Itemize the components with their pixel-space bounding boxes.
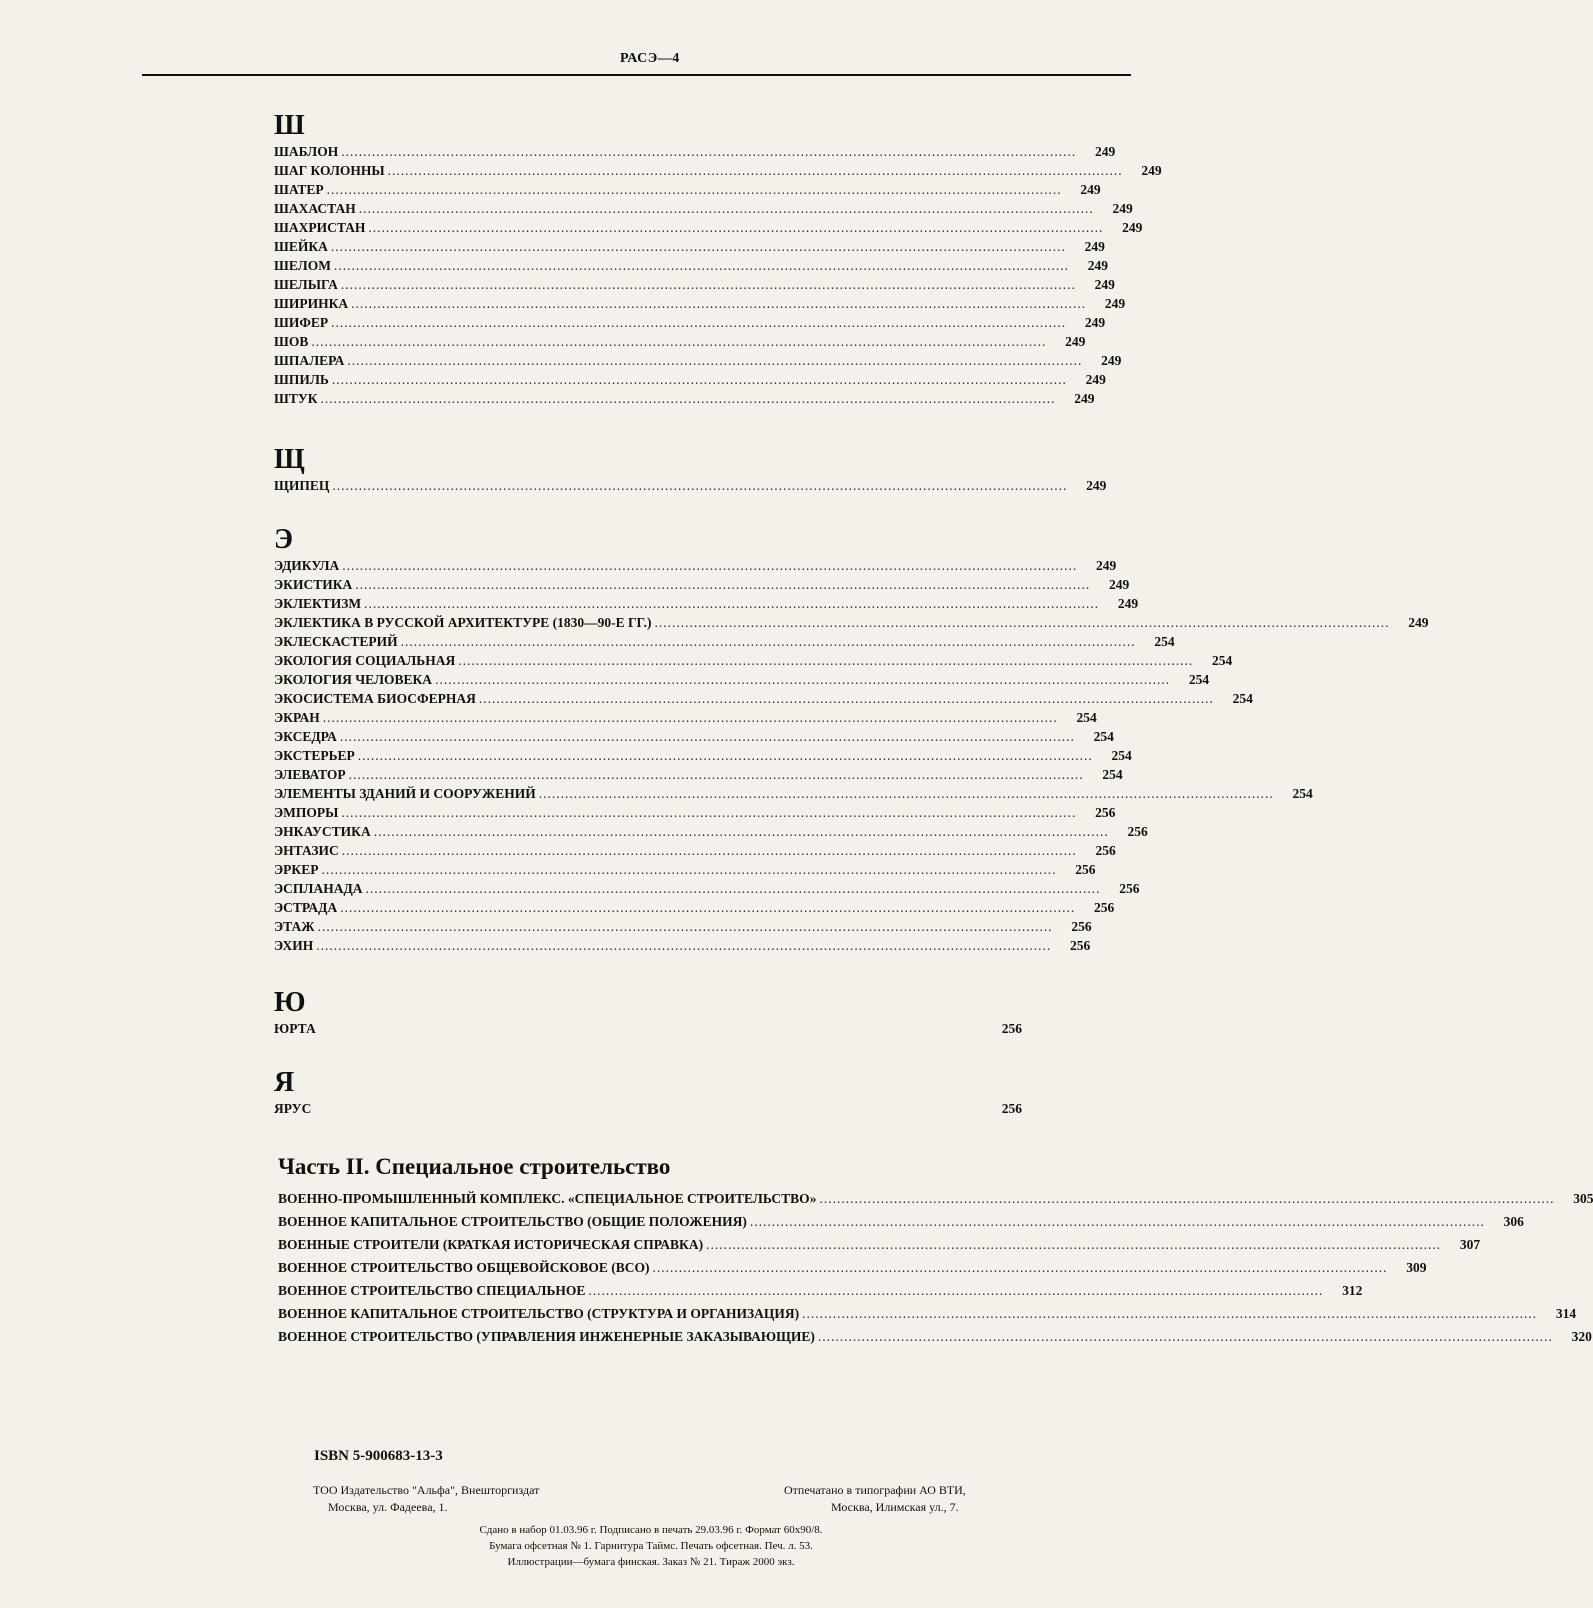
publisher-imprint (313, 1482, 539, 1516)
index-entry: ЭТАЖ ........................................................................................................................................................................ 256 (274, 919, 1092, 934)
index-entry: ЭЛЕМЕНТЫ ЗДАНИЙ И СООРУЖЕНИЙ ........................................................................................................................................................................ 254 (274, 786, 1313, 801)
index-entry: ШАТЕР ........................................................................................................................................................................ 249 (274, 182, 1101, 197)
index-entry: ЭЛЕВАТОР ........................................................................................................................................................................ 254 (274, 767, 1123, 782)
section-letter: Э (274, 524, 293, 555)
part2-entry: ВОЕННОЕ КАПИТАЛЬНОЕ СТРОИТЕЛЬСТВО (ОБЩИЕ ПОЛОЖЕНИЯ) ........................................................................................................................................................................ 306 (278, 1214, 1524, 1229)
index-entry: ЭКСТЕРЬЕР ........................................................................................................................................................................ 254 (274, 748, 1132, 763)
index-entry: ШАХАСТАН ........................................................................................................................................................................ 249 (274, 201, 1133, 216)
colophon (426, 1522, 876, 1570)
index-section-shch (274, 444, 1107, 495)
index-entry: ЩИПЕЦ ........................................................................................................................................................................ 249 (274, 478, 1107, 493)
running-head: РАСЭ—4 (620, 51, 680, 66)
colophon-line: Сдано в набор 01.03.96 г. Подписано в печать 29.03.96 г. Формат 60x90/8. (479, 1524, 823, 1536)
part2-entry: ВОЕННЫЕ СТРОИТЕЛИ (КРАТКАЯ ИСТОРИЧЕСКАЯ СПРАВКА) ........................................................................................................................................................................ 307 (278, 1237, 1481, 1252)
printer-imprint (784, 1482, 966, 1516)
index-entry: ЭКРАН ........................................................................................................................................................................ 254 (274, 710, 1097, 725)
index-entry: ЭКОЛОГИЯ СОЦИАЛЬНАЯ ........................................................................................................................................................................ 254 (274, 653, 1233, 668)
section-letter: Я (274, 1067, 295, 1098)
publisher-address: Москва, ул. Фадеева, 1. (328, 1500, 448, 1514)
index-entry: ШПАЛЕРА ........................................................................................................................................................................ 249 (274, 353, 1122, 368)
index-entry: ЭКОЛОГИЯ ЧЕЛОВЕКА ........................................................................................................................................................................ 254 (274, 672, 1210, 687)
part2-entry: ВОЕННОЕ КАПИТАЛЬНОЕ СТРОИТЕЛЬСТВО (СТРУКТУРА И ОРГАНИЗАЦИЯ) ........................................................................................................................................................................ 314 (278, 1306, 1577, 1321)
index-entry: ШЕЛЫГА ........................................................................................................................................................................ 249 (274, 277, 1115, 292)
part2-title: Часть II. Специальное строительство (278, 1154, 671, 1179)
index-entry: ЭКЛЕКТИЗМ ........................................................................................................................................................................ 249 (274, 596, 1139, 611)
index-entry: ЭКЛЕКТИКА В РУССКОЙ АРХИТЕКТУРЕ (1830—90-Е ГГ.) ........................................................................................................................................................................ 249 (274, 615, 1429, 630)
index-entry: ЭКИСТИКА ........................................................................................................................................................................ 249 (274, 577, 1130, 592)
part2-entry: ВОЕННО-ПРОМЫШЛЕННЫЙ КОМПЛЕКС. «СПЕЦИАЛЬНОЕ СТРОИТЕЛЬСТВО» ........................................................................................................................................................................ 305 (278, 1191, 1593, 1206)
part2-entry: ВОЕННОЕ СТРОИТЕЛЬСТВО СПЕЦИАЛЬНОЕ ........................................................................................................................................................................ 312 (278, 1283, 1363, 1298)
index-entry: ШОВ ........................................................................................................................................................................ 249 (274, 334, 1086, 349)
index-entry: ЮРТА 256 (274, 1021, 1022, 1036)
index-entry: ШТУК ........................................................................................................................................................................ 249 (274, 391, 1095, 406)
index-entry: ШАХРИСТАН ........................................................................................................................................................................ 249 (274, 220, 1143, 235)
index-entry: ЭРКЕР ........................................................................................................................................................................ 256 (274, 862, 1096, 877)
colophon-line: Иллюстрации—бумага финская. Заказ № 21. Тираж 2000 экз. (507, 1556, 795, 1568)
index-entry: ЯРУС 256 (274, 1101, 1022, 1116)
index-entry: ЭМПОРЫ ........................................................................................................................................................................ 256 (274, 805, 1116, 820)
colophon-line: Бумага офсетная № 1. Гарнитура Таймс. Печать офсетная. Печ. л. 53. (489, 1540, 813, 1552)
index-entry: ШИРИНКА ........................................................................................................................................................................ 249 (274, 296, 1126, 311)
index-entry: ШАГ КОЛОННЫ ........................................................................................................................................................................ 249 (274, 163, 1162, 178)
index-entry: ЭНТАЗИС ........................................................................................................................................................................ 256 (274, 843, 1116, 858)
index-entry: ЭХИН ........................................................................................................................................................................ 256 (274, 938, 1091, 953)
isbn: ISBN 5-900683-13-3 (314, 1448, 443, 1464)
part2-entry: ВОЕННОЕ СТРОИТЕЛЬСТВО ОБЩЕВОЙСКОВОЕ (ВСО) ........................................................................................................................................................................ 309 (278, 1260, 1427, 1275)
index-entry: ЭНКАУСТИКА ........................................................................................................................................................................ 256 (274, 824, 1148, 839)
section-letter: Ю (274, 987, 306, 1018)
index-entry: ШАБЛОН ........................................................................................................................................................................ 249 (274, 144, 1116, 159)
index-entry: ЭКЛЕСКАСТЕРИЙ ........................................................................................................................................................................ 254 (274, 634, 1175, 649)
printer-line: Отпечатано в типографии АО ВТИ, (784, 1483, 966, 1497)
index-entry: ЭСТРАДА ........................................................................................................................................................................ 256 (274, 900, 1115, 915)
index-entry: ШПИЛЬ ........................................................................................................................................................................ 249 (274, 372, 1106, 387)
index-entry: ЭДИКУЛА ........................................................................................................................................................................ 249 (274, 558, 1117, 573)
index-entry: ШИФЕР ........................................................................................................................................................................ 249 (274, 315, 1106, 330)
index-section-e (274, 524, 1429, 955)
index-entry: ЭСПЛАНАДА ........................................................................................................................................................................ 256 (274, 881, 1140, 896)
index-section-ya (274, 1067, 1022, 1118)
index-entry: ШЕЛОМ ........................................................................................................................................................................ 249 (274, 258, 1108, 273)
printer-address: Москва, Илимская ул., 7. (831, 1500, 959, 1514)
index-entry: ЭКСЕДРА ........................................................................................................................................................................ 254 (274, 729, 1114, 744)
header-rule (142, 74, 1131, 76)
part2-entry: ВОЕННОЕ СТРОИТЕЛЬСТВО (УПРАВЛЕНИЯ ИНЖЕНЕРНЫЕ ЗАКАЗЫВАЮЩИЕ) ........................................................................................................................................................................ 320 (278, 1329, 1592, 1344)
index-section-yu (274, 987, 1022, 1038)
part2-section (278, 1153, 1593, 1348)
section-letter: Щ (274, 444, 305, 475)
index-entry: ЭКОСИСТЕМА БИОСФЕРНАЯ ........................................................................................................................................................................ 254 (274, 691, 1253, 706)
publisher-line: ТОО Издательство "Альфа", Внешторгиздат (313, 1483, 540, 1497)
index-entry: ШЕЙКА ........................................................................................................................................................................ 249 (274, 239, 1105, 254)
section-letter: Ш (274, 110, 305, 141)
index-section-sh (274, 110, 1162, 408)
